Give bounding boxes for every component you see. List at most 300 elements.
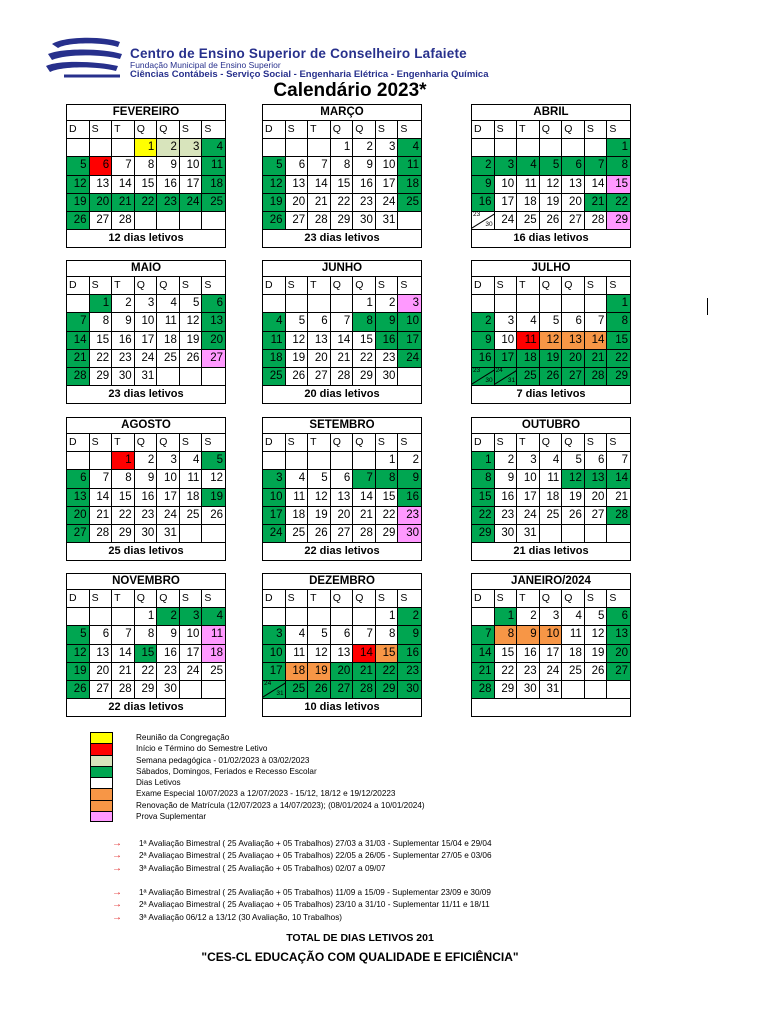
day-cell: 1: [112, 452, 135, 470]
weekday-header: Q: [135, 121, 158, 139]
empty-day-cell: [286, 139, 309, 157]
weekday-header: S: [180, 277, 203, 295]
day-cell: 26: [263, 212, 286, 230]
day-cell: 25: [517, 212, 540, 230]
month-name: JUNHO: [263, 261, 421, 277]
day-cell: 5: [308, 626, 331, 644]
day-cell: 7: [353, 470, 376, 488]
month-grid: [67, 277, 225, 386]
weekday-header: Q: [331, 434, 354, 452]
day-cell: 8: [607, 313, 630, 331]
day-cell: 23: [157, 663, 180, 681]
month-grid: [472, 121, 630, 230]
month-name: DEZEMBRO: [263, 574, 421, 590]
empty-day-cell: [67, 139, 90, 157]
day-cell: 15: [607, 176, 630, 194]
weekday-header: T: [112, 121, 135, 139]
day-cell: 1: [607, 139, 630, 157]
day-cell: 20: [90, 194, 113, 212]
day-cell: 9: [353, 157, 376, 175]
arrow-right-icon: →: [112, 862, 122, 874]
day-cell: 15: [607, 332, 630, 350]
weekday-header: S: [376, 277, 399, 295]
month-calendar: [262, 104, 422, 248]
day-cell: 12: [540, 176, 563, 194]
empty-day-cell: [263, 139, 286, 157]
day-cell: 29: [607, 212, 630, 230]
empty-day-cell: [157, 368, 180, 386]
empty-day-cell: [308, 452, 331, 470]
month-calendar: [66, 104, 226, 248]
day-cell: 3: [517, 452, 540, 470]
day-cell: 25: [286, 681, 309, 699]
empty-day-cell: [112, 139, 135, 157]
weekday-header: T: [308, 434, 331, 452]
day-cell: 15: [472, 489, 495, 507]
month-grid: [263, 434, 421, 543]
day-cell: 16: [398, 489, 421, 507]
weekday-header: D: [472, 434, 495, 452]
weekday-header: Q: [157, 121, 180, 139]
empty-day-cell: [263, 452, 286, 470]
day-cell: 7: [585, 313, 608, 331]
weekday-header: S: [398, 121, 421, 139]
empty-day-cell: [398, 212, 421, 230]
institution-courses: Ciências Contábeis - Serviço Social - Engenharia Elétrica - Engenharia Química: [130, 69, 489, 80]
day-cell: 8: [353, 313, 376, 331]
page-title: Calendário 2023*: [273, 80, 427, 101]
empty-day-cell: [585, 139, 608, 157]
arrow-right-icon: →: [112, 911, 122, 923]
empty-day-cell: [286, 295, 309, 313]
day-cell: 13: [286, 176, 309, 194]
day-cell: 22: [607, 194, 630, 212]
day-cell: 5: [308, 470, 331, 488]
day-cell: 21: [607, 489, 630, 507]
day-cell: 13: [308, 332, 331, 350]
month-name: AGOSTO: [67, 418, 225, 434]
day-cell: 14: [331, 332, 354, 350]
weekday-header: S: [607, 590, 630, 608]
day-cell: 3: [263, 470, 286, 488]
day-cell: 10: [180, 626, 203, 644]
day-cell: 8: [607, 157, 630, 175]
day-cell: 23: [398, 663, 421, 681]
weekday-header: Q: [331, 121, 354, 139]
day-cell: 10: [398, 313, 421, 331]
weekday-header: Q: [540, 121, 563, 139]
note-line: [112, 887, 712, 899]
day-cell: 25: [398, 194, 421, 212]
weekday-header: S: [495, 434, 518, 452]
month-school-days: 7 dias letivos: [516, 388, 586, 401]
day-cell: 16: [112, 332, 135, 350]
day-cell: 1: [90, 295, 113, 313]
day-cell: 6: [308, 313, 331, 331]
day-cell: 2: [472, 313, 495, 331]
day-cell: 10: [263, 489, 286, 507]
day-cell: 6: [331, 626, 354, 644]
day-cell: 12: [180, 313, 203, 331]
empty-day-cell: [585, 681, 608, 699]
day-cell: 6: [202, 295, 225, 313]
day-cell: 11: [562, 626, 585, 644]
day-cell: 23: [157, 194, 180, 212]
day-cell: 5: [263, 157, 286, 175]
weekday-header: S: [180, 121, 203, 139]
day-cell: 27: [90, 681, 113, 699]
arrow-right-icon: →: [112, 850, 122, 862]
day-cell: 8: [472, 470, 495, 488]
day-cell: 28: [308, 212, 331, 230]
weekday-header: Q: [540, 434, 563, 452]
day-cell: 25: [263, 368, 286, 386]
day-cell: 22: [331, 194, 354, 212]
day-cell: 22: [112, 507, 135, 525]
day-cell: 2: [472, 157, 495, 175]
empty-day-cell: [202, 368, 225, 386]
institution-subtitle: Fundação Municipal de Ensino Superior: [130, 60, 281, 70]
day-cell: 27: [585, 507, 608, 525]
day-cell: 5: [286, 313, 309, 331]
day-cell: 27: [562, 368, 585, 386]
day-cell: 22: [90, 350, 113, 368]
month-school-days: 10 dias letivos: [304, 701, 380, 714]
day-cell: 23 30: [472, 368, 495, 386]
day-cell: 17: [263, 663, 286, 681]
day-cell: 20: [607, 645, 630, 663]
day-cell: 18: [540, 489, 563, 507]
day-cell: 28: [585, 368, 608, 386]
day-cell: 15: [112, 489, 135, 507]
day-cell: 6: [90, 157, 113, 175]
day-cell: 23: [517, 663, 540, 681]
day-cell: 24: [157, 507, 180, 525]
weekday-header: S: [398, 277, 421, 295]
empty-day-cell: [562, 525, 585, 543]
weekday-header: S: [286, 277, 309, 295]
day-cell: 13: [331, 645, 354, 663]
day-cell: 23: [495, 507, 518, 525]
month-grid: [263, 121, 421, 230]
day-cell: 10: [517, 470, 540, 488]
month-grid: [67, 121, 225, 230]
empty-day-cell: [67, 295, 90, 313]
day-cell: 5: [540, 313, 563, 331]
institution-header: [44, 36, 644, 86]
day-cell: 2: [376, 295, 399, 313]
day-cell: 2: [157, 608, 180, 626]
day-cell: 18: [157, 332, 180, 350]
day-cell: 1: [472, 452, 495, 470]
day-cell: 3: [157, 452, 180, 470]
month-school-days: 16 dias letivos: [513, 232, 589, 245]
day-cell: 21: [353, 663, 376, 681]
day-cell: 24: [540, 663, 563, 681]
day-cell: 12: [286, 332, 309, 350]
day-cell: 14: [112, 645, 135, 663]
day-cell: 21: [585, 194, 608, 212]
day-cell: 20: [67, 507, 90, 525]
day-cell: 19: [180, 332, 203, 350]
day-cell: 16: [157, 645, 180, 663]
day-cell: 4: [263, 313, 286, 331]
day-cell: 24 31: [263, 681, 286, 699]
day-cell: 18: [180, 489, 203, 507]
month-name: MAIO: [67, 261, 225, 277]
weekday-header: D: [263, 590, 286, 608]
day-cell: 10: [157, 470, 180, 488]
empty-day-cell: [495, 295, 518, 313]
note-line: [112, 912, 712, 924]
empty-day-cell: [67, 608, 90, 626]
day-cell: 8: [135, 626, 158, 644]
day-cell: 17: [398, 332, 421, 350]
day-cell: 28: [67, 368, 90, 386]
evaluation-notes: [112, 838, 712, 924]
weekday-header: T: [517, 434, 540, 452]
empty-day-cell: [607, 681, 630, 699]
day-cell: 21: [90, 507, 113, 525]
weekday-header: S: [398, 590, 421, 608]
empty-day-cell: [202, 681, 225, 699]
empty-day-cell: [180, 681, 203, 699]
day-cell: 8: [135, 157, 158, 175]
day-cell: 12: [540, 332, 563, 350]
month-name: OUTUBRO: [472, 418, 630, 434]
note-text: 1ª Avaliação Bimestral ( 25 Avaliação + 05 Trabalhos) 27/03 a 31/03 - Suplementar 15/04 e 29/04: [139, 839, 492, 848]
day-cell: 6: [585, 452, 608, 470]
day-cell: 7: [585, 157, 608, 175]
day-cell: 1: [376, 608, 399, 626]
weekday-header: S: [202, 590, 225, 608]
day-cell: 14: [585, 332, 608, 350]
legend-label: Início e Término do Semestre Letivo: [136, 744, 268, 754]
weekday-header: T: [112, 434, 135, 452]
day-cell: 4: [517, 157, 540, 175]
day-cell: 30: [398, 525, 421, 543]
day-cell: 20: [202, 332, 225, 350]
empty-day-cell: [607, 525, 630, 543]
day-cell: 17: [495, 194, 518, 212]
day-cell: 5: [180, 295, 203, 313]
empty-day-cell: [308, 608, 331, 626]
day-cell: 23: [353, 194, 376, 212]
weekday-header: D: [67, 590, 90, 608]
day-cell: 8: [376, 626, 399, 644]
day-cell: 27: [286, 212, 309, 230]
month-name: MARÇO: [263, 105, 421, 121]
weekday-header: S: [376, 121, 399, 139]
day-cell: 22: [607, 350, 630, 368]
weekday-header: T: [517, 590, 540, 608]
month-grid: [472, 590, 630, 699]
day-cell: 17: [376, 176, 399, 194]
day-cell: 31: [540, 681, 563, 699]
weekday-header: Q: [562, 277, 585, 295]
day-cell: 5: [585, 608, 608, 626]
day-cell: 19: [286, 350, 309, 368]
empty-day-cell: [562, 295, 585, 313]
day-cell: 6: [331, 470, 354, 488]
day-cell: 7: [112, 626, 135, 644]
institution-name: Centro de Ensino Superior de Conselheiro Lafaiete: [130, 46, 467, 61]
day-cell: 12: [308, 489, 331, 507]
day-cell: 24: [263, 525, 286, 543]
day-cell: 11: [517, 176, 540, 194]
month-name: ABRIL: [472, 105, 630, 121]
day-cell: 3: [180, 608, 203, 626]
day-cell: 29: [135, 681, 158, 699]
day-cell: 21: [67, 350, 90, 368]
empty-day-cell: [562, 139, 585, 157]
day-cell: 12: [67, 176, 90, 194]
day-cell: 17: [517, 489, 540, 507]
day-cell: 2: [398, 608, 421, 626]
month-name: FEVEREIRO: [67, 105, 225, 121]
weekday-header: S: [90, 590, 113, 608]
day-cell: 5: [67, 626, 90, 644]
day-cell: 6: [67, 470, 90, 488]
day-cell: 26: [202, 507, 225, 525]
day-cell: 9: [112, 313, 135, 331]
day-cell: 6: [286, 157, 309, 175]
day-cell: 27: [90, 212, 113, 230]
legend-swatch: [90, 732, 113, 743]
weekday-header: T: [112, 590, 135, 608]
day-cell: 4: [286, 626, 309, 644]
day-cell: 3: [398, 295, 421, 313]
empty-day-cell: [286, 608, 309, 626]
month-name: NOVEMBRO: [67, 574, 225, 590]
weekday-header: T: [517, 277, 540, 295]
day-cell: 2: [135, 452, 158, 470]
empty-day-cell: [472, 139, 495, 157]
text-cursor-mark: [707, 298, 708, 315]
day-cell: 11: [202, 626, 225, 644]
day-cell: 23: [112, 350, 135, 368]
day-cell: 27: [67, 525, 90, 543]
month-calendar: [262, 417, 422, 561]
weekday-header: Q: [562, 434, 585, 452]
legend-swatch: [90, 800, 113, 811]
day-cell: 24: [180, 194, 203, 212]
day-cell: 10: [376, 157, 399, 175]
day-cell: 29: [353, 368, 376, 386]
day-cell: 8: [376, 470, 399, 488]
legend-swatch: [90, 766, 113, 777]
day-cell: 29: [90, 368, 113, 386]
empty-day-cell: [90, 608, 113, 626]
day-cell: 25: [157, 350, 180, 368]
empty-day-cell: [263, 608, 286, 626]
day-cell: 29: [472, 525, 495, 543]
day-cell: 28: [90, 525, 113, 543]
day-cell: 14: [353, 645, 376, 663]
empty-day-cell: [286, 452, 309, 470]
month-school-days: 12 dias letivos: [108, 232, 184, 245]
day-cell: 25: [517, 368, 540, 386]
day-cell: 21: [112, 194, 135, 212]
day-cell: 18: [286, 507, 309, 525]
day-cell: 18: [398, 176, 421, 194]
weekday-header: Q: [135, 434, 158, 452]
legend-label: Dias Letivos: [136, 778, 181, 788]
weekday-header: S: [90, 434, 113, 452]
weekday-header: T: [308, 590, 331, 608]
day-cell: 5: [562, 452, 585, 470]
day-cell: 30: [112, 368, 135, 386]
empty-day-cell: [308, 295, 331, 313]
day-cell: 11: [180, 470, 203, 488]
day-cell: 10: [540, 626, 563, 644]
legend-swatch: [90, 788, 113, 799]
empty-day-cell: [353, 452, 376, 470]
weekday-header: S: [585, 277, 608, 295]
day-cell: 15: [90, 332, 113, 350]
weekday-header: Q: [135, 277, 158, 295]
day-cell: 20: [308, 350, 331, 368]
month-calendar: [262, 573, 422, 717]
day-cell: 13: [331, 489, 354, 507]
day-cell: 12: [67, 645, 90, 663]
month-grid: [263, 590, 421, 699]
note-line: [112, 838, 712, 850]
empty-day-cell: [540, 295, 563, 313]
weekday-header: S: [180, 590, 203, 608]
day-cell: 11: [517, 332, 540, 350]
note-line: [112, 850, 712, 862]
empty-day-cell: [331, 608, 354, 626]
day-cell: 22: [472, 507, 495, 525]
day-cell: 30: [376, 368, 399, 386]
day-cell: 19: [263, 194, 286, 212]
day-cell: 23: [135, 507, 158, 525]
day-cell: 7: [112, 157, 135, 175]
weekday-header: Q: [157, 590, 180, 608]
weekday-header: S: [286, 434, 309, 452]
day-cell: 4: [202, 608, 225, 626]
day-cell: 15: [135, 645, 158, 663]
note-line: [112, 875, 712, 887]
month-school-days: 21 dias letivos: [513, 545, 589, 558]
day-cell: 29: [376, 525, 399, 543]
weekday-header: S: [607, 277, 630, 295]
day-cell: 24: [180, 663, 203, 681]
month-calendar: [66, 573, 226, 717]
day-cell: 30: [495, 525, 518, 543]
day-cell: 15: [353, 332, 376, 350]
day-cell: 25: [286, 525, 309, 543]
day-cell: 28: [472, 681, 495, 699]
month-school-days: [472, 699, 630, 716]
weekday-header: S: [376, 434, 399, 452]
day-cell: 20: [331, 663, 354, 681]
note-line: [112, 899, 712, 911]
day-cell: 7: [90, 470, 113, 488]
day-cell: 4: [398, 139, 421, 157]
day-cell: 19: [585, 645, 608, 663]
day-cell: 3: [180, 139, 203, 157]
legend-swatch: [90, 777, 113, 788]
day-cell: 4: [286, 470, 309, 488]
day-cell: 20: [331, 507, 354, 525]
day-cell: 28: [112, 681, 135, 699]
month-calendar: [471, 573, 631, 717]
ces-cl-logo-icon: [44, 36, 124, 80]
day-cell: 20: [286, 194, 309, 212]
day-cell: 6: [562, 313, 585, 331]
